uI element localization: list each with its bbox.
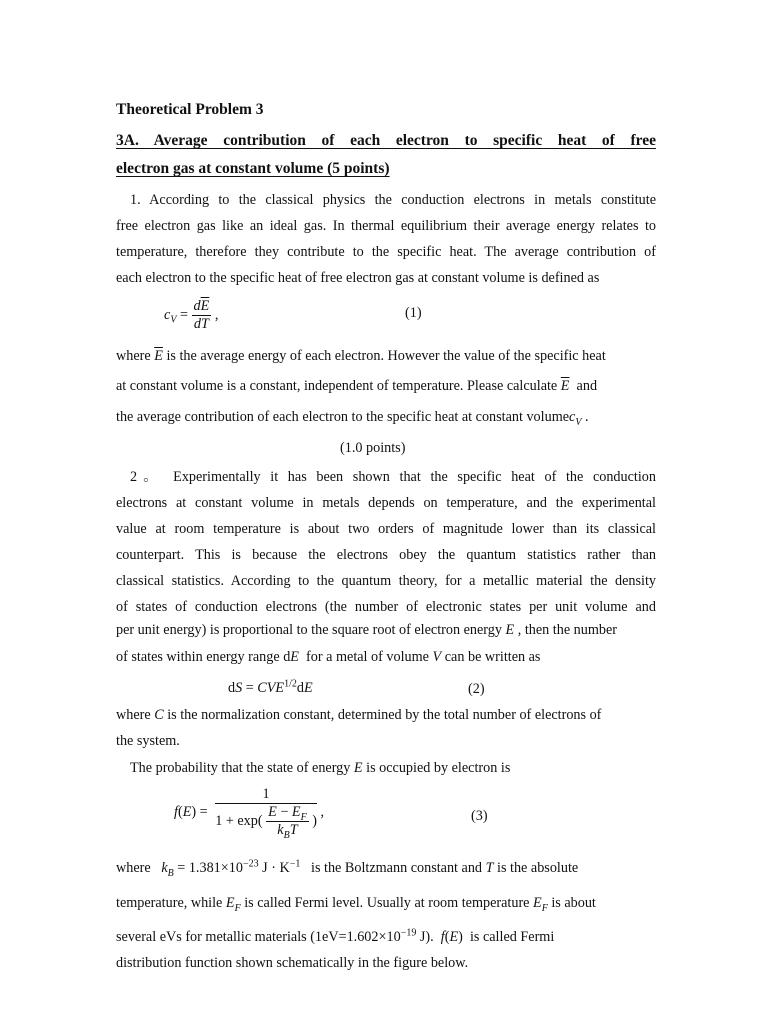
paragraph-2-line-1: 2。 Experimentally it has been shown that the specific heat of the conduction [130, 469, 656, 485]
paragraph-1-line-1: 1. According to the classical physics the conduction electrons in metals constitute [130, 192, 656, 208]
paragraph-3-line-1: where C is the normalization constant, determined by the total number of electrons of [116, 707, 602, 723]
paragraph-2-line-7: per unit energy) is proportional to the square root of electron energy E , then the number [116, 622, 618, 638]
paragraph-2-line-8: of states within energy range dE for a metal of volume V can be written as [116, 649, 541, 665]
paragraph-3-line-2: the system. [116, 733, 180, 749]
paragraph-3-line-3: The probability that the state of energy E is occupied by electron is [130, 760, 511, 776]
points-label: (1.0 points) [340, 440, 406, 456]
paragraph-4-line-2: temperature, while $E_F$ is called Fermi level. Usually at room temperature $E_F$ is about [116, 895, 596, 914]
paragraph-1-line-4: each electron to the specific heat of free electron gas at constant volume is defined as [116, 270, 600, 286]
paragraph-2-line-4: counterpart. This is because the electrons obey the quantum statistics rather than [116, 547, 656, 563]
equation-3: f(E) = 1 1 + exp( $\frac{E - E_F}{k_BT}$ ) , [174, 786, 325, 841]
paragraph-2-line-2: electrons at constant volume in metals depends on temperature, and the experimental [116, 495, 656, 511]
equation-3-number: (3) [471, 808, 488, 824]
paragraph-2-line-6: of states of conduction electrons (the number of electronic states per unit volume and [116, 599, 656, 615]
equation-2-number: (2) [468, 681, 485, 697]
page-title: Theoretical Problem 3 [116, 101, 264, 118]
paragraph-4-line-1: where $k_B = 1.381\times 10^{-23}$ $J \cdot K^{-1}$ is the Boltzmann constant and T is the absolute [116, 858, 579, 879]
section-heading-line2: electron gas at constant volume (5 points) [116, 160, 390, 177]
paragraph-1b-line-1: where $\overline{E}$ is the average energy of each electron. However the value of the specific heat [116, 348, 606, 364]
equation-2: dS = $CVE^{1/2}dE$ [228, 678, 313, 696]
section-heading-line1: 3A. Average contribution of each electron to specific heat of free [116, 132, 656, 149]
paragraph-2-line-5: classical statistics. According to the quantum theory, for a metallic material the density [116, 573, 656, 589]
equation-1-number: (1) [405, 305, 422, 321]
paragraph-4-line-4: distribution function shown schematically in the figure below. [116, 955, 469, 971]
paragraph-4-line-3: several eVs for metallic materials ($1eV=1.602\times 10^{-19}$ J). f(E) is called Fermi [116, 927, 555, 945]
paragraph-1-line-2: free electron gas like an ideal gas. In thermal equilibrium their average energy relates to [116, 218, 656, 234]
paragraph-1-line-3: temperature, therefore they contribute to the specific heat. The average contribution of [116, 244, 656, 260]
paragraph-2-line-3: value at room temperature is about two orders of magnitude lower than its classical [116, 521, 656, 537]
paragraph-1b-line-3: the average contribution of each electron to the specific heat at constant volumec$_V$ . [116, 409, 589, 428]
paragraph-1b-line-2: at constant volume is a constant, independent of temperature. Please calculate $\overline{E}$ and [116, 378, 598, 394]
equation-1: $c_V$ = $\frac{d\overline{E}}{dT}$ , [164, 298, 219, 332]
